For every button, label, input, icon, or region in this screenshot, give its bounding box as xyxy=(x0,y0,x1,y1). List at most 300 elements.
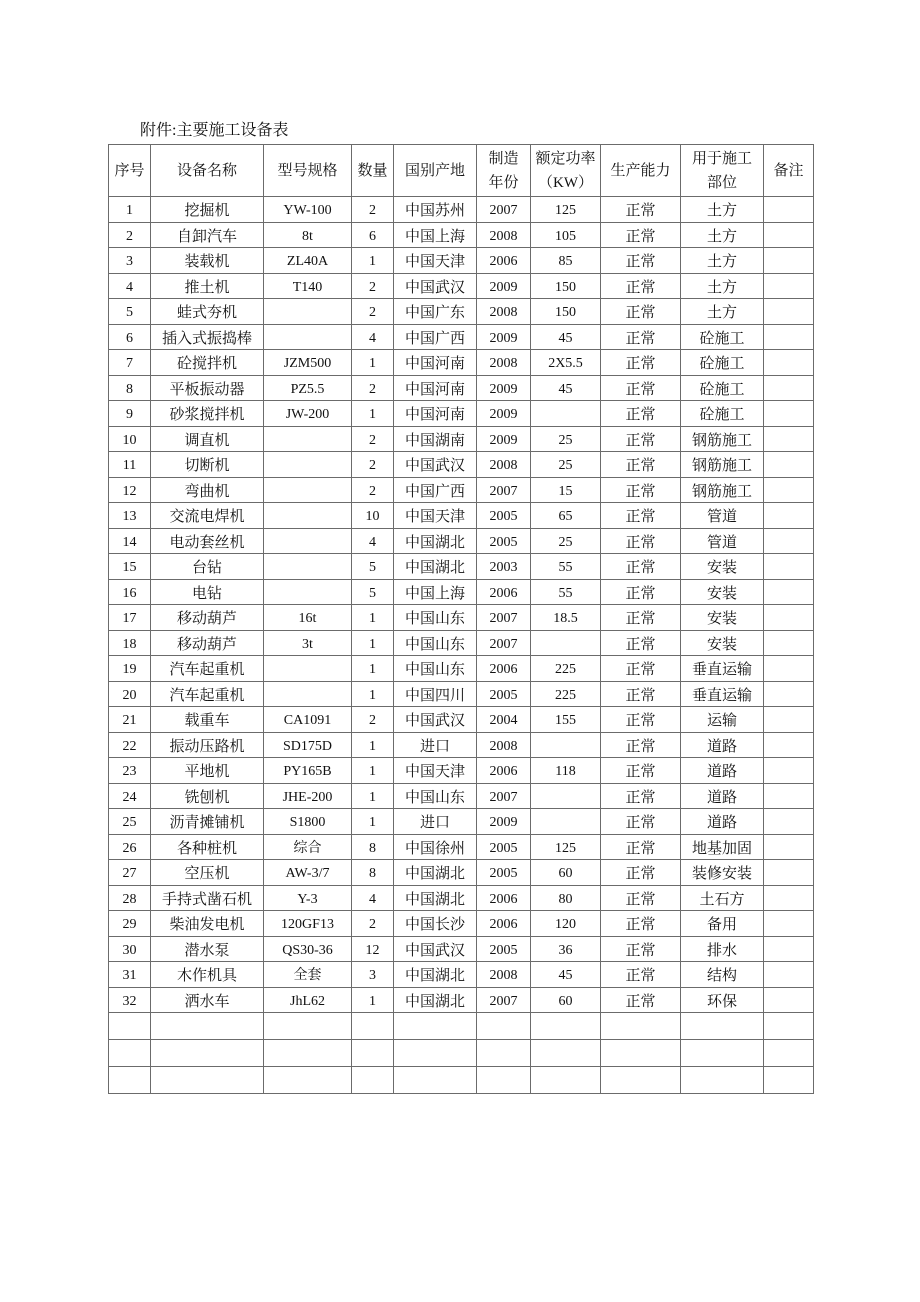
cell-seq: 31 xyxy=(109,962,151,988)
table-row xyxy=(109,758,814,784)
cell-seq: 29 xyxy=(109,911,151,937)
cell-equipment-name: 推土机 xyxy=(151,273,264,299)
cell-capacity: 正常 xyxy=(601,656,681,682)
cell-seq: 19 xyxy=(109,656,151,682)
cell-rated-power: 155 xyxy=(531,707,601,733)
cell-equipment-name: 弯曲机 xyxy=(151,477,264,503)
cell-quantity: 3 xyxy=(352,962,394,988)
cell-model-spec: 120GF13 xyxy=(264,911,352,937)
cell-remarks xyxy=(764,222,814,248)
cell-manufacture-year: 2007 xyxy=(477,477,531,503)
cell-model-spec: JW-200 xyxy=(264,401,352,427)
equipment-table xyxy=(108,144,814,1094)
cell-remarks xyxy=(764,477,814,503)
cell-usage-area: 管道 xyxy=(681,528,764,554)
header-seq: 序号 xyxy=(109,145,151,197)
cell-capacity: 正常 xyxy=(601,936,681,962)
header-model-spec: 型号规格 xyxy=(264,145,352,197)
empty-cell xyxy=(109,1013,151,1040)
cell-seq: 13 xyxy=(109,503,151,529)
cell-quantity: 8 xyxy=(352,834,394,860)
cell-rated-power: 85 xyxy=(531,248,601,274)
cell-rated-power: 45 xyxy=(531,324,601,350)
cell-equipment-name: 汽车起重机 xyxy=(151,656,264,682)
cell-origin: 中国河南 xyxy=(394,350,477,376)
cell-capacity: 正常 xyxy=(601,477,681,503)
cell-quantity: 2 xyxy=(352,911,394,937)
cell-manufacture-year: 2006 xyxy=(477,579,531,605)
cell-remarks xyxy=(764,630,814,656)
cell-quantity: 5 xyxy=(352,554,394,580)
cell-capacity: 正常 xyxy=(601,375,681,401)
cell-origin: 中国湖北 xyxy=(394,528,477,554)
cell-manufacture-year: 2007 xyxy=(477,197,531,223)
cell-seq: 30 xyxy=(109,936,151,962)
cell-seq: 2 xyxy=(109,222,151,248)
cell-seq: 20 xyxy=(109,681,151,707)
cell-remarks xyxy=(764,350,814,376)
cell-usage-area: 道路 xyxy=(681,758,764,784)
cell-capacity: 正常 xyxy=(601,860,681,886)
cell-model-spec: AW-3/7 xyxy=(264,860,352,886)
cell-capacity: 正常 xyxy=(601,554,681,580)
cell-quantity: 1 xyxy=(352,350,394,376)
cell-capacity: 正常 xyxy=(601,630,681,656)
cell-quantity: 2 xyxy=(352,273,394,299)
cell-usage-area: 砼施工 xyxy=(681,401,764,427)
cell-usage-area: 土方 xyxy=(681,197,764,223)
cell-origin: 中国山东 xyxy=(394,656,477,682)
cell-quantity: 10 xyxy=(352,503,394,529)
cell-seq: 5 xyxy=(109,299,151,325)
cell-origin: 中国四川 xyxy=(394,681,477,707)
cell-quantity: 2 xyxy=(352,477,394,503)
cell-seq: 17 xyxy=(109,605,151,631)
cell-rated-power: 60 xyxy=(531,987,601,1013)
cell-manufacture-year: 2005 xyxy=(477,834,531,860)
header-equipment-name: 设备名称 xyxy=(151,145,264,197)
table-row xyxy=(109,962,814,988)
cell-rated-power: 15 xyxy=(531,477,601,503)
cell-origin: 中国上海 xyxy=(394,579,477,605)
cell-remarks xyxy=(764,273,814,299)
cell-model-spec: QS30-36 xyxy=(264,936,352,962)
empty-cell xyxy=(764,1067,814,1094)
cell-manufacture-year: 2008 xyxy=(477,962,531,988)
empty-cell xyxy=(352,1013,394,1040)
table-row xyxy=(109,707,814,733)
cell-seq: 11 xyxy=(109,452,151,478)
cell-rated-power: 80 xyxy=(531,885,601,911)
empty-cell xyxy=(109,1067,151,1094)
cell-remarks xyxy=(764,299,814,325)
cell-quantity: 4 xyxy=(352,885,394,911)
cell-seq: 7 xyxy=(109,350,151,376)
cell-usage-area: 道路 xyxy=(681,732,764,758)
empty-cell xyxy=(151,1067,264,1094)
cell-model-spec: PY165B xyxy=(264,758,352,784)
cell-rated-power: 18.5 xyxy=(531,605,601,631)
cell-remarks xyxy=(764,834,814,860)
cell-usage-area: 土方 xyxy=(681,222,764,248)
table-row xyxy=(109,554,814,580)
cell-capacity: 正常 xyxy=(601,911,681,937)
cell-rated-power: 45 xyxy=(531,375,601,401)
cell-origin: 中国广东 xyxy=(394,299,477,325)
cell-manufacture-year: 2006 xyxy=(477,911,531,937)
cell-origin: 中国武汉 xyxy=(394,273,477,299)
cell-equipment-name: 空压机 xyxy=(151,860,264,886)
cell-model-spec xyxy=(264,656,352,682)
cell-model-spec: JHE-200 xyxy=(264,783,352,809)
cell-quantity: 1 xyxy=(352,732,394,758)
cell-quantity: 1 xyxy=(352,605,394,631)
cell-equipment-name: 挖掘机 xyxy=(151,197,264,223)
cell-model-spec: PZ5.5 xyxy=(264,375,352,401)
cell-model-spec xyxy=(264,528,352,554)
empty-cell xyxy=(477,1013,531,1040)
cell-model-spec xyxy=(264,554,352,580)
header-manufacture-year: 制造 年份 xyxy=(477,145,531,197)
table-row xyxy=(109,222,814,248)
cell-remarks xyxy=(764,401,814,427)
cell-capacity: 正常 xyxy=(601,987,681,1013)
empty-cell xyxy=(477,1040,531,1067)
cell-rated-power: 60 xyxy=(531,860,601,886)
table-row xyxy=(109,911,814,937)
cell-remarks xyxy=(764,656,814,682)
cell-seq: 21 xyxy=(109,707,151,733)
cell-manufacture-year: 2009 xyxy=(477,426,531,452)
empty-cell xyxy=(764,1013,814,1040)
cell-model-spec xyxy=(264,324,352,350)
cell-rated-power: 55 xyxy=(531,554,601,580)
cell-usage-area: 安装 xyxy=(681,554,764,580)
cell-model-spec: YW-100 xyxy=(264,197,352,223)
empty-cell xyxy=(764,1040,814,1067)
table-row xyxy=(109,605,814,631)
cell-seq: 1 xyxy=(109,197,151,223)
cell-rated-power: 25 xyxy=(531,426,601,452)
table-row xyxy=(109,630,814,656)
cell-capacity: 正常 xyxy=(601,222,681,248)
cell-origin: 中国河南 xyxy=(394,401,477,427)
cell-manufacture-year: 2009 xyxy=(477,401,531,427)
table-row xyxy=(109,809,814,835)
cell-seq: 27 xyxy=(109,860,151,886)
empty-cell xyxy=(531,1040,601,1067)
empty-row xyxy=(109,1040,814,1067)
cell-usage-area: 安装 xyxy=(681,579,764,605)
cell-manufacture-year: 2008 xyxy=(477,452,531,478)
cell-origin: 中国上海 xyxy=(394,222,477,248)
table-row xyxy=(109,528,814,554)
table-row xyxy=(109,273,814,299)
header-rated-power: 额定功率 （KW） xyxy=(531,145,601,197)
table-row xyxy=(109,401,814,427)
cell-equipment-name: 砼搅拌机 xyxy=(151,350,264,376)
cell-model-spec: CA1091 xyxy=(264,707,352,733)
cell-origin: 中国天津 xyxy=(394,503,477,529)
cell-quantity: 5 xyxy=(352,579,394,605)
cell-manufacture-year: 2008 xyxy=(477,299,531,325)
cell-remarks xyxy=(764,707,814,733)
cell-quantity: 1 xyxy=(352,987,394,1013)
table-row xyxy=(109,477,814,503)
cell-origin: 中国山东 xyxy=(394,783,477,809)
cell-origin: 中国武汉 xyxy=(394,452,477,478)
cell-equipment-name: 台钻 xyxy=(151,554,264,580)
cell-manufacture-year: 2009 xyxy=(477,273,531,299)
cell-remarks xyxy=(764,605,814,631)
cell-capacity: 正常 xyxy=(601,248,681,274)
cell-model-spec: T140 xyxy=(264,273,352,299)
cell-capacity: 正常 xyxy=(601,528,681,554)
table-row xyxy=(109,375,814,401)
cell-equipment-name: 电钻 xyxy=(151,579,264,605)
cell-manufacture-year: 2005 xyxy=(477,860,531,886)
cell-seq: 6 xyxy=(109,324,151,350)
empty-cell xyxy=(477,1067,531,1094)
cell-seq: 18 xyxy=(109,630,151,656)
cell-manufacture-year: 2007 xyxy=(477,605,531,631)
cell-usage-area: 砼施工 xyxy=(681,375,764,401)
cell-manufacture-year: 2009 xyxy=(477,809,531,835)
cell-quantity: 2 xyxy=(352,375,394,401)
cell-manufacture-year: 2007 xyxy=(477,630,531,656)
cell-capacity: 正常 xyxy=(601,401,681,427)
cell-manufacture-year: 2006 xyxy=(477,656,531,682)
empty-cell xyxy=(352,1040,394,1067)
cell-quantity: 1 xyxy=(352,809,394,835)
cell-rated-power: 225 xyxy=(531,681,601,707)
table-row xyxy=(109,579,814,605)
cell-remarks xyxy=(764,452,814,478)
cell-usage-area: 土方 xyxy=(681,248,764,274)
cell-capacity: 正常 xyxy=(601,579,681,605)
table-row xyxy=(109,299,814,325)
cell-remarks xyxy=(764,987,814,1013)
cell-capacity: 正常 xyxy=(601,273,681,299)
header-remarks: 备注 xyxy=(764,145,814,197)
cell-seq: 4 xyxy=(109,273,151,299)
cell-seq: 9 xyxy=(109,401,151,427)
cell-remarks xyxy=(764,375,814,401)
document-title: 附件:主要施工设备表 xyxy=(140,122,289,139)
cell-origin: 中国山东 xyxy=(394,630,477,656)
cell-capacity: 正常 xyxy=(601,503,681,529)
cell-origin: 中国武汉 xyxy=(394,707,477,733)
cell-equipment-name: 沥青摊铺机 xyxy=(151,809,264,835)
table-row xyxy=(109,681,814,707)
cell-model-spec xyxy=(264,477,352,503)
cell-origin: 中国山东 xyxy=(394,605,477,631)
cell-equipment-name: 手持式凿石机 xyxy=(151,885,264,911)
cell-capacity: 正常 xyxy=(601,605,681,631)
cell-seq: 23 xyxy=(109,758,151,784)
empty-cell xyxy=(264,1067,352,1094)
header-origin: 国别产地 xyxy=(394,145,477,197)
cell-quantity: 2 xyxy=(352,707,394,733)
cell-usage-area: 安装 xyxy=(681,630,764,656)
cell-rated-power: 225 xyxy=(531,656,601,682)
cell-capacity: 正常 xyxy=(601,324,681,350)
empty-cell xyxy=(681,1067,764,1094)
cell-usage-area: 钢筋施工 xyxy=(681,477,764,503)
cell-equipment-name: 移动葫芦 xyxy=(151,605,264,631)
table-row xyxy=(109,656,814,682)
cell-capacity: 正常 xyxy=(601,885,681,911)
cell-usage-area: 钢筋施工 xyxy=(681,426,764,452)
cell-seq: 28 xyxy=(109,885,151,911)
cell-model-spec xyxy=(264,299,352,325)
cell-remarks xyxy=(764,885,814,911)
cell-quantity: 1 xyxy=(352,630,394,656)
cell-origin: 中国苏州 xyxy=(394,197,477,223)
cell-usage-area: 运输 xyxy=(681,707,764,733)
header-quantity: 数量 xyxy=(352,145,394,197)
cell-origin: 中国湖南 xyxy=(394,426,477,452)
cell-rated-power: 25 xyxy=(531,528,601,554)
cell-origin: 中国天津 xyxy=(394,758,477,784)
cell-model-spec: 综合 xyxy=(264,834,352,860)
empty-row xyxy=(109,1067,814,1094)
cell-origin: 中国广西 xyxy=(394,324,477,350)
empty-cell xyxy=(601,1067,681,1094)
cell-equipment-name: 振动压路机 xyxy=(151,732,264,758)
cell-rated-power: 55 xyxy=(531,579,601,605)
empty-row xyxy=(109,1013,814,1040)
cell-origin: 进口 xyxy=(394,732,477,758)
cell-rated-power xyxy=(531,809,601,835)
cell-quantity: 4 xyxy=(352,324,394,350)
cell-origin: 中国湖北 xyxy=(394,860,477,886)
empty-cell xyxy=(394,1013,477,1040)
cell-seq: 3 xyxy=(109,248,151,274)
cell-rated-power xyxy=(531,732,601,758)
cell-capacity: 正常 xyxy=(601,962,681,988)
cell-remarks xyxy=(764,426,814,452)
cell-quantity: 2 xyxy=(352,197,394,223)
cell-usage-area: 砼施工 xyxy=(681,324,764,350)
cell-origin: 中国湖北 xyxy=(394,962,477,988)
empty-cell xyxy=(531,1013,601,1040)
cell-model-spec xyxy=(264,579,352,605)
table-row xyxy=(109,350,814,376)
empty-cell xyxy=(151,1013,264,1040)
cell-model-spec: Y-3 xyxy=(264,885,352,911)
cell-usage-area: 道路 xyxy=(681,809,764,835)
table-row xyxy=(109,783,814,809)
cell-origin: 中国湖北 xyxy=(394,987,477,1013)
cell-usage-area: 结构 xyxy=(681,962,764,988)
cell-remarks xyxy=(764,248,814,274)
cell-usage-area: 土方 xyxy=(681,273,764,299)
cell-equipment-name: 交流电焊机 xyxy=(151,503,264,529)
cell-rated-power: 125 xyxy=(531,197,601,223)
cell-equipment-name: 调直机 xyxy=(151,426,264,452)
empty-cell xyxy=(394,1067,477,1094)
cell-capacity: 正常 xyxy=(601,299,681,325)
empty-cell xyxy=(109,1040,151,1067)
cell-remarks xyxy=(764,783,814,809)
empty-cell xyxy=(352,1067,394,1094)
table-row xyxy=(109,732,814,758)
cell-rated-power xyxy=(531,401,601,427)
cell-model-spec: 全套 xyxy=(264,962,352,988)
cell-equipment-name: 自卸汽车 xyxy=(151,222,264,248)
cell-model-spec: 3t xyxy=(264,630,352,656)
cell-model-spec xyxy=(264,681,352,707)
cell-seq: 22 xyxy=(109,732,151,758)
cell-remarks xyxy=(764,911,814,937)
cell-remarks xyxy=(764,324,814,350)
table-row xyxy=(109,987,814,1013)
cell-usage-area: 道路 xyxy=(681,783,764,809)
cell-usage-area: 排水 xyxy=(681,936,764,962)
cell-origin: 中国天津 xyxy=(394,248,477,274)
cell-model-spec: ZL40A xyxy=(264,248,352,274)
cell-quantity: 2 xyxy=(352,452,394,478)
cell-manufacture-year: 2005 xyxy=(477,936,531,962)
cell-rated-power: 150 xyxy=(531,273,601,299)
header-row xyxy=(109,145,814,197)
empty-cell xyxy=(264,1040,352,1067)
cell-equipment-name: 装载机 xyxy=(151,248,264,274)
cell-usage-area: 装修安装 xyxy=(681,860,764,886)
cell-usage-area: 土石方 xyxy=(681,885,764,911)
cell-capacity: 正常 xyxy=(601,707,681,733)
cell-usage-area: 垂直运输 xyxy=(681,681,764,707)
cell-manufacture-year: 2008 xyxy=(477,732,531,758)
cell-rated-power: 118 xyxy=(531,758,601,784)
empty-cell xyxy=(681,1013,764,1040)
cell-usage-area: 钢筋施工 xyxy=(681,452,764,478)
cell-equipment-name: 插入式振捣棒 xyxy=(151,324,264,350)
cell-remarks xyxy=(764,503,814,529)
cell-quantity: 2 xyxy=(352,299,394,325)
cell-seq: 12 xyxy=(109,477,151,503)
cell-origin: 中国湖北 xyxy=(394,554,477,580)
cell-rated-power: 120 xyxy=(531,911,601,937)
cell-equipment-name: 各种桩机 xyxy=(151,834,264,860)
cell-usage-area: 备用 xyxy=(681,911,764,937)
table-row xyxy=(109,426,814,452)
cell-remarks xyxy=(764,809,814,835)
cell-remarks xyxy=(764,758,814,784)
table-row xyxy=(109,936,814,962)
cell-capacity: 正常 xyxy=(601,834,681,860)
cell-capacity: 正常 xyxy=(601,681,681,707)
empty-cell xyxy=(601,1013,681,1040)
cell-seq: 14 xyxy=(109,528,151,554)
cell-quantity: 1 xyxy=(352,401,394,427)
cell-remarks xyxy=(764,197,814,223)
table-row xyxy=(109,503,814,529)
cell-equipment-name: 切断机 xyxy=(151,452,264,478)
cell-usage-area: 垂直运输 xyxy=(681,656,764,682)
cell-quantity: 1 xyxy=(352,758,394,784)
cell-seq: 10 xyxy=(109,426,151,452)
cell-remarks xyxy=(764,528,814,554)
cell-rated-power: 45 xyxy=(531,962,601,988)
cell-rated-power xyxy=(531,630,601,656)
cell-usage-area: 土方 xyxy=(681,299,764,325)
cell-manufacture-year: 2008 xyxy=(477,222,531,248)
cell-quantity: 8 xyxy=(352,860,394,886)
cell-equipment-name: 砂浆搅拌机 xyxy=(151,401,264,427)
cell-capacity: 正常 xyxy=(601,732,681,758)
